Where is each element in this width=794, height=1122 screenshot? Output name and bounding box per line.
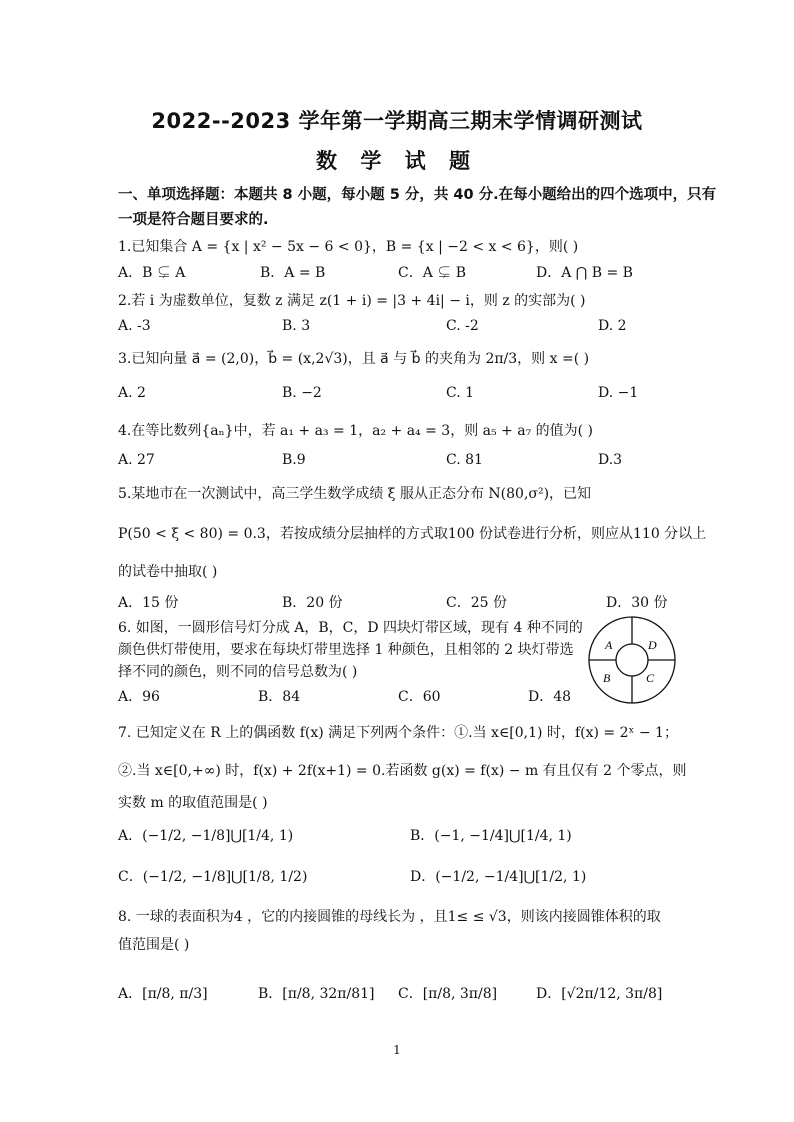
region-label-a: A xyxy=(605,638,613,652)
q6-option-c: C．60 xyxy=(398,689,441,705)
q2-option-d: D. 2 xyxy=(598,318,627,334)
page-subtitle: 数 学 试 题 xyxy=(316,148,478,173)
question-3-stem: 3.已知向量 a⃗ = (2,0)，b⃗ = (x,2√3)，且 a⃗ 与 b⃗ 的夹角为 2π/3，则 x =( ) xyxy=(118,351,590,367)
q2-option-a: A. -3 xyxy=(118,318,151,334)
q7-option-b: B．(−1, −1/4]⋃[1/4, 1) xyxy=(410,828,572,844)
question-6-line2: 颜色供灯带使用，要求在每块灯带里选择 1 种颜色，且相邻的 2 块灯带选 xyxy=(118,642,574,658)
q1-option-b: B．A = B xyxy=(260,265,326,281)
q5-option-b: B．20 份 xyxy=(282,595,343,611)
region-label-c: C xyxy=(646,671,655,685)
question-8-line2: 值范围是( ) xyxy=(118,937,190,953)
q6-option-b: B．84 xyxy=(258,689,301,705)
question-7-line3: 实数 m 的取值范围是( ) xyxy=(118,795,268,811)
q2-option-c: C. -2 xyxy=(446,318,479,334)
inner-circle xyxy=(616,644,648,676)
question-2-stem: 2.若 i 为虚数单位，复数 z 满足 z(1 + i) = |3 + 4i| − i，则 z 的实部为( ) xyxy=(118,293,586,309)
region-label-b: B xyxy=(603,671,611,685)
q1-option-a: A．B ⊊ A xyxy=(118,265,186,281)
page-number: 1 xyxy=(393,1043,401,1057)
q5-option-d: D．30 份 xyxy=(606,595,668,611)
section-heading-line1: 一、单项选择题：本题共 8 小题，每小题 5 分，共 40 分.在每小题给出的四个选项中，只有 xyxy=(118,187,717,203)
question-1-stem: 1.已知集合 A = {x | x² − 5x − 6 < 0}，B = {x | −2 < x < 6}，则( ) xyxy=(118,239,579,255)
q8-option-d: D．[√2π/12, 3π/8] xyxy=(536,986,663,1002)
q8-option-c: C．[π/8, 3π/8] xyxy=(398,986,498,1002)
q4-option-b: B.9 xyxy=(282,452,306,468)
q7-option-c: C．(−1/2, −1/8]⋃[1/8, 1/2) xyxy=(118,869,308,885)
q2-option-b: B. 3 xyxy=(282,318,311,334)
question-4-stem: 4.在等比数列{aₙ}中，若 a₁ + a₃ = 1，a₂ + a₄ = 3，则 a₅ + a₇ 的值为( ) xyxy=(118,423,594,439)
q1-option-d: D．A ⋂ B = B xyxy=(536,265,633,281)
question-6-line1: 6. 如图，一圆形信号灯分成 A，B，C，D 四块灯带区域，现有 4 种不同的 xyxy=(118,620,583,636)
q4-option-a: A. 27 xyxy=(118,452,155,468)
question-5-line2: P(50 < ξ < 80) = 0.3，若按成绩分层抽样的方式取100 份试卷进行分析，则应从110 分以上 xyxy=(118,526,707,542)
section-heading-line2: 一项是符合题目要求的. xyxy=(118,212,269,228)
q5-option-a: A．15 份 xyxy=(118,595,179,611)
q7-option-a: A．(−1/2, −1/8]⋃[1/4, 1) xyxy=(118,828,294,844)
question-6-line3: 择不同的颜色，则不同的信号总数为( ) xyxy=(118,664,358,680)
q8-option-a: A．[π/8, π/3] xyxy=(118,986,208,1002)
q6-option-d: D．48 xyxy=(528,689,572,705)
q5-option-c: C．25 份 xyxy=(446,595,507,611)
question-8-line1: 8. 一球的表面积为4 ，它的内接圆锥的母线长为 ，且1≤ ≤ √3，则该内接圆锥体积的取 xyxy=(118,909,661,925)
q3-option-d: D. −1 xyxy=(598,385,639,401)
q3-option-b: B. −2 xyxy=(282,385,322,401)
question-5-line3: 的试卷中抽取( ) xyxy=(118,564,218,580)
region-label-d: D xyxy=(648,638,657,652)
q7-option-d: D．(−1/2, −1/4]⋃[1/2, 1) xyxy=(410,869,587,885)
q8-option-b: B．[π/8, 32π/81] xyxy=(258,986,375,1002)
question-7-line1: 7. 已知定义在 R 上的偶函数 f(x) 满足下列两个条件：①.当 x∈[0,1) 时，f(x) = 2ˣ − 1； xyxy=(118,725,678,741)
q1-option-c: C．A ⊊ B xyxy=(398,265,467,281)
q3-option-c: C. 1 xyxy=(446,385,475,401)
signal-light-figure xyxy=(586,614,678,706)
q4-option-d: D.3 xyxy=(598,452,623,468)
question-7-line2: ②.当 x∈[0,+∞) 时，f(x) + 2f(x+1) = 0.若函数 g(x) = f(x) − m 有且仅有 2 个零点，则 xyxy=(118,763,687,779)
page-title: 2022--2023 学年第一学期高三期末学情调研测试 xyxy=(151,109,643,133)
question-5-line1: 5.某地市在一次测试中，高三学生数学成绩 ξ 服从正态分布 N(80,σ²)，已知 xyxy=(118,486,592,502)
q3-option-a: A. 2 xyxy=(118,385,146,401)
q6-option-a: A．96 xyxy=(118,689,160,705)
q4-option-c: C. 81 xyxy=(446,452,483,468)
